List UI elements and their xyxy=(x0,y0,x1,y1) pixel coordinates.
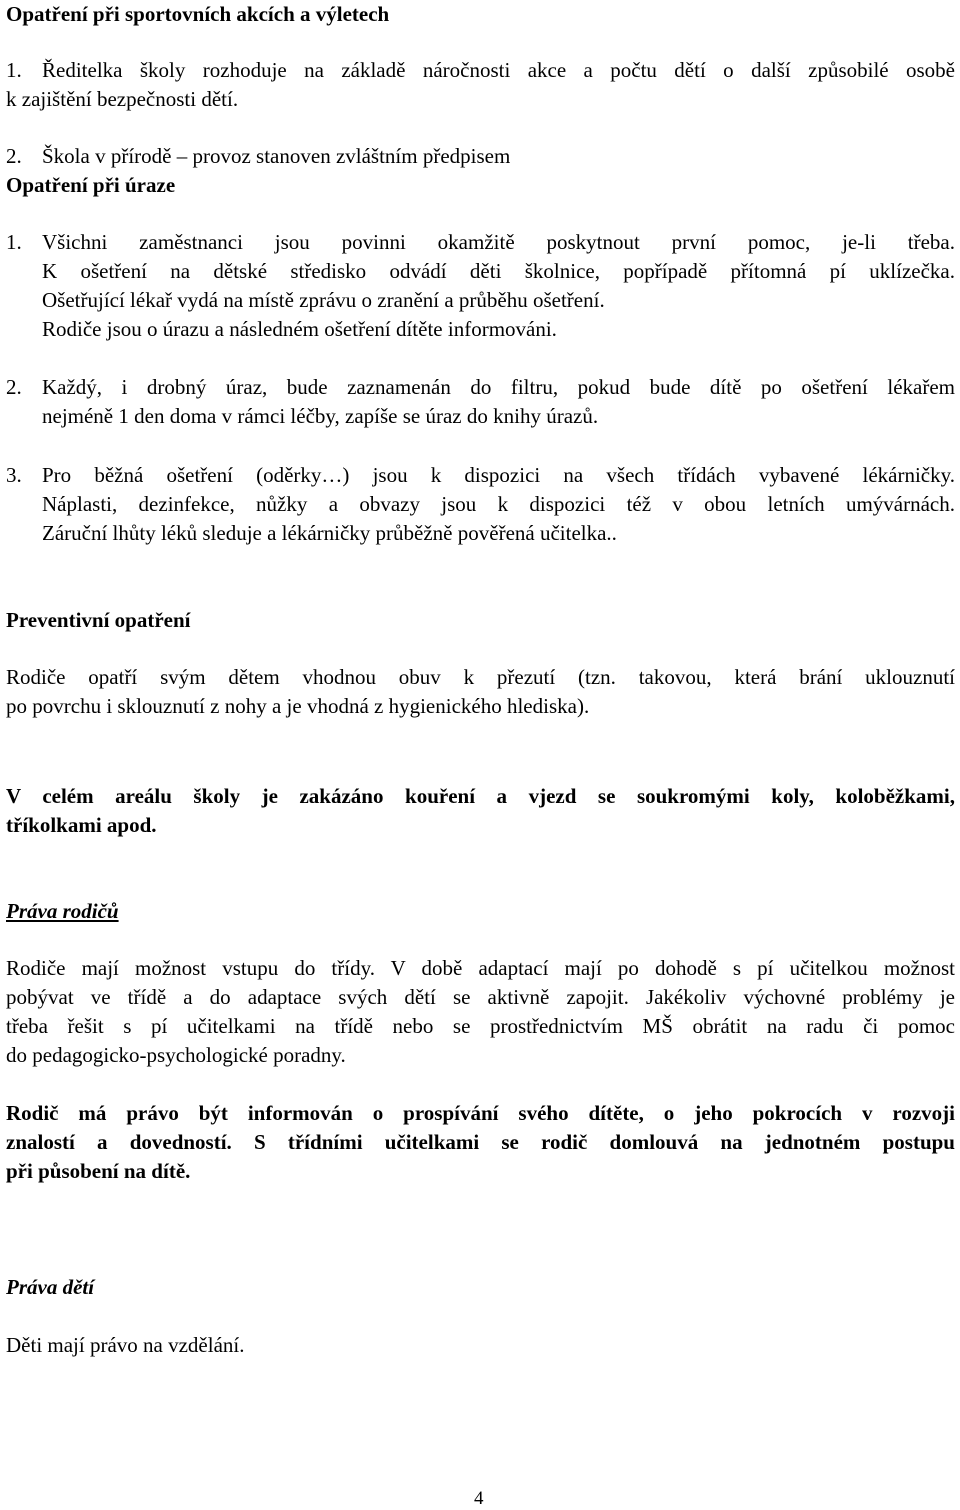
sport-item-1-number: 1. xyxy=(6,58,22,82)
injury-item-2-line-1: Každý, i drobný úraz, bude zaznamenán do filtru, pokud bude dítě po ošetření lékařem xyxy=(42,375,955,399)
heading-children-rights: Práva dětí xyxy=(6,1275,95,1299)
injury-item-2-number: 2. xyxy=(6,375,22,399)
injury-item-3-number: 3. xyxy=(6,463,22,487)
injury-item-3-text xyxy=(42,461,955,548)
parents-p1-line-2: pobývat ve třídě a do adaptace svých dětí se aktivně zapojit. Jakékoliv výchovné problémy je xyxy=(6,985,955,1009)
injury-item-1-number: 1. xyxy=(6,230,22,254)
preventive-line-1: Rodiče opatří svým dětem vhodnou obuv k přezutí (tzn. takovou, která brání uklouznutí xyxy=(6,665,955,689)
parents-paragraph-2 xyxy=(6,1099,955,1186)
parents-p2-line-3: při působení na dítě. xyxy=(6,1159,191,1183)
injury-item-2-line-2: nejméně 1 den doma v rámci léčby, zapíše se úraz do knihy úrazů. xyxy=(42,404,599,428)
preventive-bold-line-2: tříkolkami apod. xyxy=(6,813,157,837)
injury-item-3-line-3: Záruční lhůty léků sleduje a lékárničky průběžně pověřená učitelka.. xyxy=(42,521,617,545)
sport-item-1-line-1: Ředitelka školy rozhoduje na základě náročnosti akce a počtu dětí o další způsobilé osobě xyxy=(42,58,955,82)
preventive-bold-line-1: V celém areálu školy je zakázáno kouření a vjezd se soukromými koly, koloběžkami, xyxy=(6,784,955,808)
parents-p1-line-1: Rodiče mají možnost vstupu do třídy. V době adaptací mají po dohodě s pí učitelkou možnost xyxy=(6,956,955,980)
injury-item-3-line-2: Náplasti, dezinfekce, nůžky a obvazy jsou k dispozici též v obou letních umývárnách. xyxy=(42,492,955,516)
page-number: 4 xyxy=(474,1488,484,1509)
sport-item-1-line-2: k zajištění bezpečnosti dětí. xyxy=(6,87,239,111)
sport-item-2-text: Škola v přírodě – provoz stanoven zvláštním předpisem xyxy=(42,144,511,168)
heading-preventive: Preventivní opatření xyxy=(6,608,191,632)
parents-p2-line-1: Rodič má právo být informován o prospívání svého dítěte, o jeho pokrocích v rozvoji xyxy=(6,1101,955,1125)
parents-p1-line-3: třeba řešit s pí učitelkami na třídě nebo se prostřednictvím MŠ obrátit na radu či pomoc xyxy=(6,1014,955,1038)
heading-sport-events: Opatření při sportovních akcích a výletech xyxy=(6,2,390,26)
injury-item-1-line-3: Ošetřující lékař vydá na místě zprávu o zranění a průběhu ošetření. xyxy=(42,288,605,312)
injury-item-1-line-1: Všichni zaměstnanci jsou povinni okamžitě poskytnout první pomoc, je-li třeba. xyxy=(42,230,955,254)
heading-injury: Opatření při úraze xyxy=(6,173,176,197)
preventive-paragraph xyxy=(6,663,955,721)
injury-item-3-line-1: Pro běžná ošetření (oděrky…) jsou k dispozici na všech třídách vybavené lékárničky. xyxy=(42,463,955,487)
sport-item-2-number: 2. xyxy=(6,144,22,168)
sport-item-1-text xyxy=(6,56,955,85)
heading-parents-rights: Práva rodičů xyxy=(6,899,119,923)
children-rights-text: Děti mají právo na vzdělání. xyxy=(6,1333,245,1357)
parents-p2-line-2: znalostí a dovedností. S třídními učitelkami se rodič domlouvá na jednotném postupu xyxy=(6,1130,955,1154)
parents-paragraph-1 xyxy=(6,954,955,1070)
preventive-bold-notice xyxy=(6,782,955,840)
preventive-line-2: po povrchu i sklouznutí z nohy a je vhodná z hygienického hlediska). xyxy=(6,694,590,718)
injury-item-2-text xyxy=(42,373,955,431)
injury-item-1-line-4: Rodiče jsou o úrazu a následném ošetření dítěte informováni. xyxy=(42,317,557,341)
injury-item-1-text xyxy=(42,228,955,344)
injury-item-1-line-2: K ošetření na dětské středisko odvádí děti školnice, popřípadě přítomná pí uklízečka. xyxy=(42,259,955,283)
parents-p1-line-4: do pedagogicko-psychologické poradny. xyxy=(6,1043,346,1067)
